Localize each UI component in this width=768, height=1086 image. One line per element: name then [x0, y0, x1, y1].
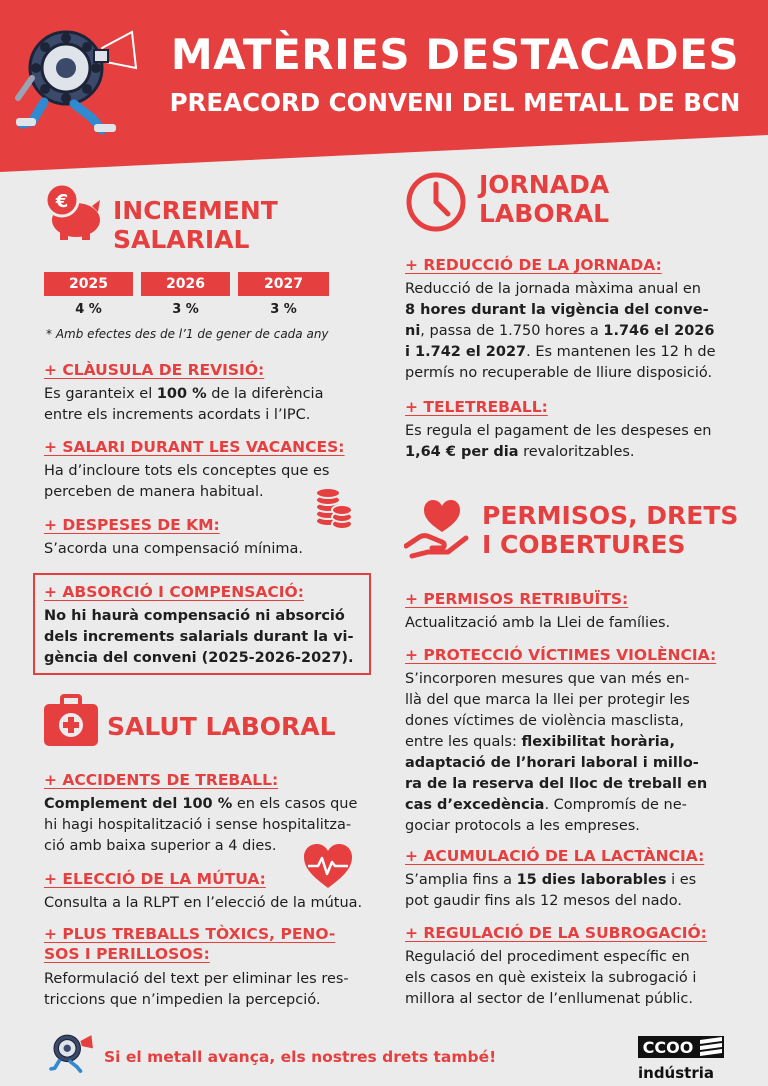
violencia-text [405, 669, 735, 837]
violencia-line8: gociar protocols a les empreses. [405, 818, 640, 834]
violencia-t7: . Compromís de ne- [544, 797, 687, 813]
ccoo-logo-icon [638, 1036, 724, 1058]
subrogacio-line2: els casos en què existeix la subrogació i [405, 970, 697, 986]
increment-title [113, 196, 278, 254]
absorcio-line3: gència del conveni (2025-2026-2027). [44, 650, 354, 666]
reduccio-t3: , passa de 1.750 hores a [420, 323, 604, 339]
km-line1: S’acorda una compensació mínima. [44, 541, 304, 557]
jornada-title-line1: JORNADA [479, 170, 610, 199]
year-tab-2026: 2026 [141, 272, 230, 296]
violencia-line2: llà del que marca la llei per protegir les [405, 692, 690, 708]
clausula-line2: entre els increments acordats i l’IPC. [44, 407, 311, 423]
toxics-heading-1: + PLUS TREBALLS TÒXICS, PENO- [44, 925, 336, 943]
absorcio-line1: No hi haurà compensació ni absorció [44, 608, 345, 624]
subrogacio-line3: millora al sector de l’enllumenat públic. [405, 991, 694, 1007]
jornada-title [479, 170, 609, 228]
teletreball-b2: 1,64 € per dia [405, 444, 519, 460]
coins-stack-icon [312, 487, 354, 531]
vacances-heading: + SALARI DURANT LES VACANCES: [44, 438, 345, 456]
lactancia-heading: + ACUMULACIÓ DE LA LACTÀNCIA: [405, 847, 705, 865]
salut-title: SALUT LABORAL [107, 712, 336, 741]
mutua-line1: Consulta a la RLPT en l’elecció de la mútua. [44, 895, 363, 911]
toxics-line1: Reformulació del text per eliminar les res- [44, 971, 349, 987]
accidents-t1: en els casos que [232, 796, 358, 812]
lactancia-t1: S’amplia fins a [405, 872, 517, 888]
reduccio-line1: Reducció de la jornada màxima anual en [405, 281, 701, 297]
absorcio-line2: dels increments salarials durant la vi- [44, 629, 354, 645]
lactancia-text [405, 870, 735, 912]
accidents-b1: Complement del 100 % [44, 796, 233, 812]
violencia-b4: flexibilitat horària, [521, 734, 675, 750]
svg-text:€: € [55, 191, 69, 212]
piggy-bank-icon [40, 180, 104, 242]
footer-mascot-icon [48, 1030, 96, 1074]
vacances-line2: perceben de manera habitual. [44, 484, 264, 500]
teletreball-heading: + TELETREBALL: [405, 398, 548, 416]
violencia-heading: + PROTECCIÓ VÍCTIMES VIOLÈNCIA: [405, 646, 717, 664]
permisos-title-line1: PERMISOS, DRETS [482, 501, 739, 530]
clausula-t1: Es garanteix el [44, 386, 157, 402]
km-heading: + DESPESES DE KM: [44, 516, 220, 534]
absorcio-text [44, 606, 366, 669]
accidents-line2: hi hagi hospitalització i sense hospitalitza- [44, 817, 352, 833]
increment-title-line2: SALARIAL [113, 225, 250, 254]
retribuits-line1: Actualització amb la Llei de famílies. [405, 615, 671, 631]
toxics-heading-2: SOS I PERILLOSOS: [44, 945, 210, 963]
clausula-text [44, 384, 374, 426]
toxics-line2: triccions que n’impedien la percepció. [44, 992, 321, 1008]
retribuits-text [405, 613, 735, 634]
permisos-title-line2: I COBERTURES [482, 530, 686, 559]
increment-note: * Amb efectes des de l’1 de gener de cada any [46, 327, 329, 341]
clausula-t2: de la diferència [206, 386, 324, 402]
reduccio-line5: permís no recuperable de lliure disposició. [405, 365, 713, 381]
clock-icon [404, 170, 468, 234]
violencia-line1: S’incorporen mesures que van més en- [405, 671, 690, 687]
hand-heart-icon [404, 498, 470, 562]
violencia-b6: ra de la reserva del lloc de treball en [405, 776, 708, 792]
reduccio-text [405, 279, 735, 384]
main-title: MATÈRIES DESTACADES [170, 30, 740, 79]
main-subtitle: PREACORD CONVENI DEL METALL DE BCN [169, 88, 741, 117]
accidents-line3: ció amb baixa superior a 4 dies. [44, 838, 277, 854]
reduccio-b3b: 1.746 el 2026 [603, 323, 715, 339]
reduccio-heading: + REDUCCIÓ DE LA JORNADA: [405, 256, 662, 274]
clausula-b1: 100 % [156, 386, 207, 402]
header-banner [0, 0, 768, 175]
lactancia-line2: pot gaudir fins als 12 mesos del nado. [405, 893, 682, 909]
footer-slogan: Si el metall avança, els nostres drets també! [104, 1048, 497, 1066]
mascot-megaphone-icon [14, 18, 144, 138]
year-value-2025: 4 % [75, 302, 102, 317]
logo-bottom-text: indústria [638, 1064, 714, 1082]
accidents-heading: + ACCIDENTS DE TREBALL: [44, 771, 279, 789]
teletreball-text [405, 421, 735, 463]
year-tab-2027: 2027 [238, 272, 329, 296]
ccoo-industria-logo [638, 1036, 724, 1082]
year-value-2027: 3 % [270, 302, 297, 317]
reduccio-b2: 8 hores durant la vigència del conve- [405, 302, 709, 318]
lactancia-t1b: i es [666, 872, 697, 888]
year-value-2026: 3 % [172, 302, 199, 317]
year-tab-2025: 2025 [44, 272, 133, 296]
mutua-text [44, 893, 374, 914]
jornada-title-line2: LABORAL [479, 199, 610, 228]
subrogacio-line1: Regulació del procediment específic en [405, 949, 690, 965]
vacances-line1: Ha d’incloure tots els conceptes que es [44, 463, 330, 479]
teletreball-line1: Es regula el pagament de les despeses en [405, 423, 712, 439]
subrogacio-heading: + REGULACIÓ DE LA SUBROGACIÓ: [405, 924, 707, 942]
permisos-title [482, 501, 738, 559]
heartbeat-icon [302, 842, 354, 890]
first-aid-kit-icon [42, 692, 100, 750]
teletreball-t2: revaloritzables. [518, 444, 635, 460]
clausula-heading: + CLÀUSULA DE REVISIÓ: [44, 361, 265, 379]
reduccio-t4: . Es mantenen les 12 h de [526, 344, 716, 360]
violencia-b5: adaptació de l’horari laboral i millo- [405, 755, 699, 771]
logo-top-text: CCOO [642, 1038, 694, 1057]
retribuits-heading: + PERMISOS RETRIBUÏTS: [405, 590, 629, 608]
subrogacio-text [405, 947, 735, 1010]
violencia-line3: dones víctimes de violència masclista, [405, 713, 685, 729]
mutua-heading: + ELECCIÓ DE LA MÚTUA: [44, 870, 266, 888]
violencia-t4: entre les quals: [405, 734, 522, 750]
reduccio-b3a: ni [405, 323, 421, 339]
absorcio-heading: + ABSORCIÓ I COMPENSACIÓ: [44, 583, 304, 601]
lactancia-b1: 15 dies laborables [516, 872, 667, 888]
km-text [44, 539, 374, 560]
violencia-b7: cas d’excedència [405, 797, 545, 813]
reduccio-b4: i 1.742 el 2027 [405, 344, 527, 360]
toxics-text [44, 969, 374, 1011]
increment-title-line1: INCREMENT [113, 196, 278, 225]
